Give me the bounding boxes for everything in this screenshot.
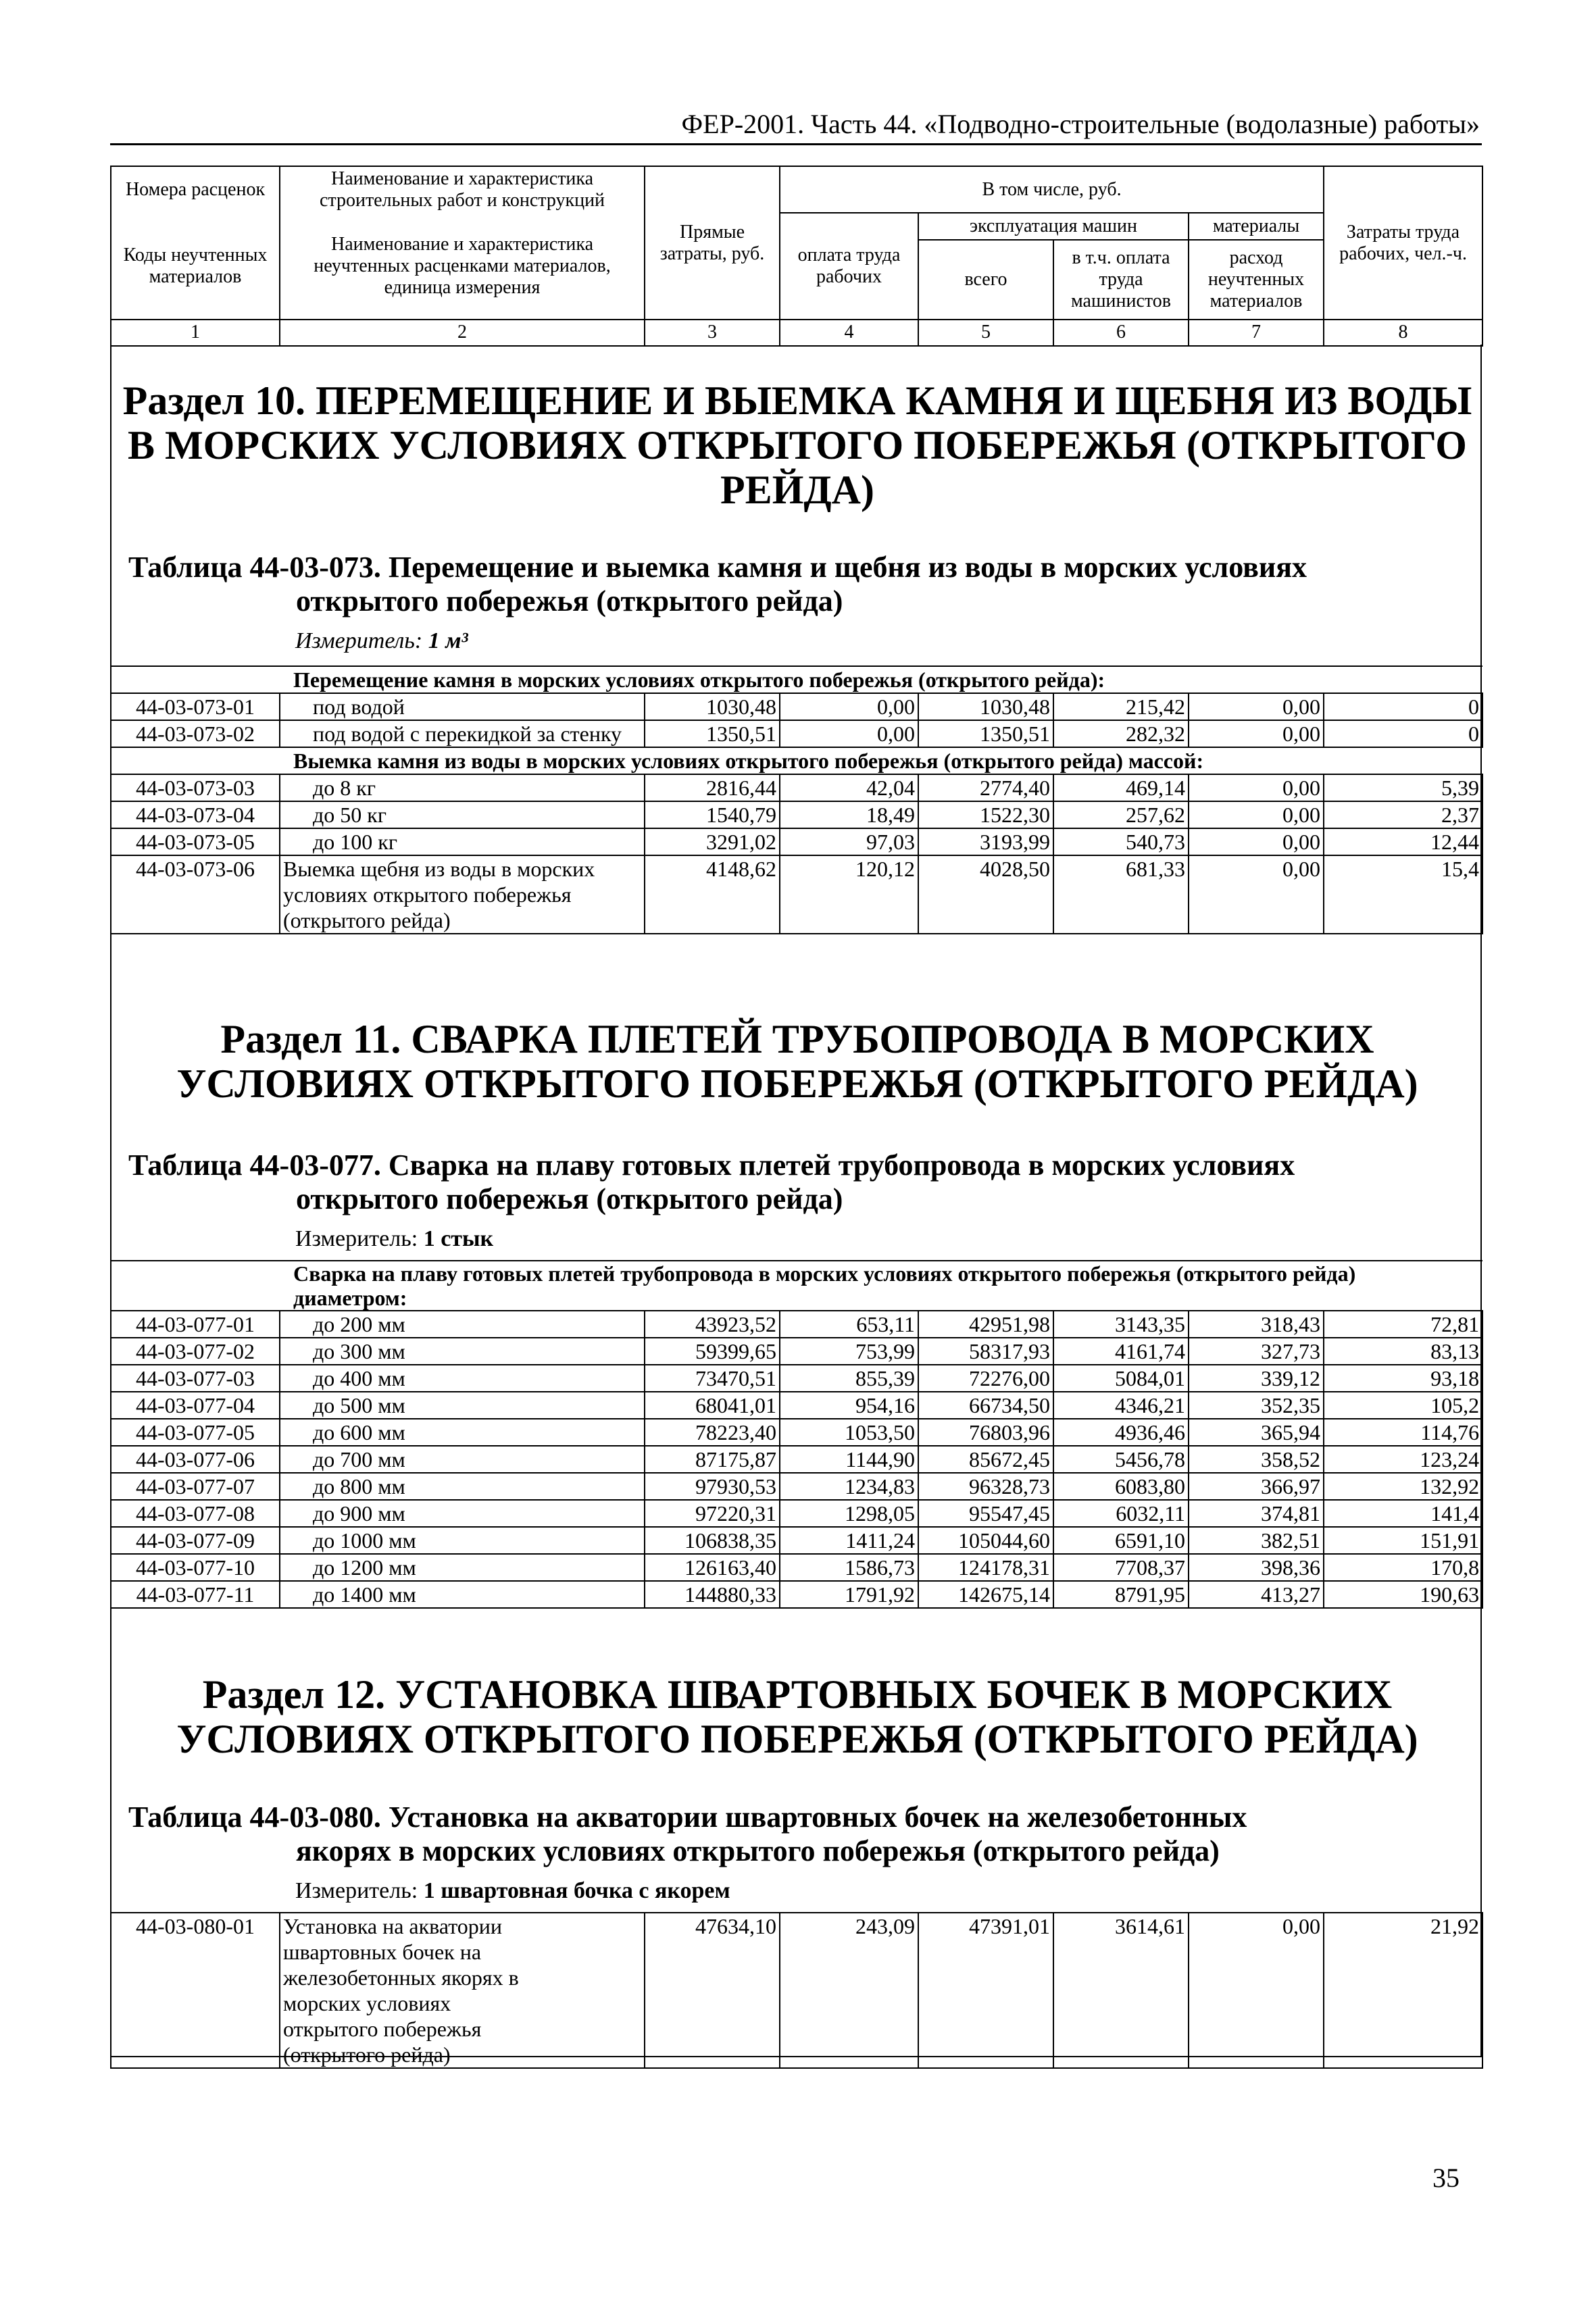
table-cell: 141,4 [1324,1500,1482,1527]
table-cell: 190,63 [1324,1581,1482,1608]
table-cell: до 700 мм [280,1446,645,1473]
table-cell: до 1400 мм [280,1581,645,1608]
table-cell: 855,39 [780,1365,918,1392]
table-073-meter [295,628,468,654]
table-cell: 105044,60 [918,1527,1053,1554]
table-row [111,1527,1482,1554]
table-cell: 144880,33 [645,1581,780,1608]
table-077-title [0,1149,1295,1216]
table-cell: 358,52 [1189,1446,1324,1473]
table-row [111,1500,1482,1527]
table-cell: 73470,51 [645,1365,780,1392]
table-row [111,1419,1482,1446]
header-machines-total: всего [918,240,1053,320]
table-080-title-line2: якорях в морских условиях открытого побережья (открытого рейда) [296,1834,1220,1867]
table-077-meter [295,1226,493,1252]
table-cell: 753,99 [780,1338,918,1365]
col-num-6: 6 [1053,320,1189,345]
meter-value: 1 швартовная бочка с якорем [423,1878,730,1903]
section-10-title: Раздел 10. ПЕРЕМЕЩЕНИЕ И ВЫЕМКА КАМНЯ И ЩЕБНЯ ИЗ ВОДЫ В МОРСКИХ УСЛОВИЯХ ОТКРЫТОГО ПОБЕРЕЖЬЯ (ОТКРЫТОГО РЕЙДА) [122,378,1472,512]
col-num-2: 2 [280,320,645,345]
table-row: 44-03-073-06 Выемка щебня из воды в морских условиях открытого побережья (открытого рейда) 4148,62 120,12 4028,50 681,33 0,00 15,4 [111,855,1482,934]
table-cell: 44-03-077-04 [111,1392,280,1419]
table-080-title [0,1801,1247,1868]
table-cell: 1791,92 [780,1581,918,1608]
table-cell: 42951,98 [918,1311,1053,1338]
table-cell: 85672,45 [918,1446,1053,1473]
meter-label: Измеритель: [295,628,423,653]
table-cell: 72,81 [1324,1311,1482,1338]
table-cell: 653,11 [780,1311,918,1338]
table-cell: 318,43 [1189,1311,1324,1338]
table-row [111,1392,1482,1419]
table-077-body [111,1311,1482,1608]
table-cell: 8791,95 [1053,1581,1189,1608]
table-cell: 97220,31 [645,1500,780,1527]
header-machinists-wages: в т.ч. оплата труда машинистов [1053,240,1189,320]
col-num-5: 5 [918,320,1053,345]
col-num-8: 8 [1324,320,1482,345]
table-cell: 44-03-077-08 [111,1500,280,1527]
table-073-group-1: Перемещение камня в морских условиях открытого побережья (открытого рейда): [111,666,1482,693]
table-cell: 124178,31 [918,1554,1053,1581]
table-cell: 44-03-077-06 [111,1446,280,1473]
table-cell: 1053,50 [780,1419,918,1446]
table-cell: 44-03-077-05 [111,1419,280,1446]
table-row: 44-03-073-01 под водой 1030,48 0,00 1030,48 215,42 0,00 0 [111,693,1482,720]
meter-label: Измеритель: [295,1226,418,1251]
table-row: 44-03-073-04 до 50 кг 1540,79 18,49 1522,30 257,62 0,00 2,37 [111,801,1482,828]
table-cell: 44-03-077-09 [111,1527,280,1554]
table-cell: 365,94 [1189,1419,1324,1446]
table-cell: 105,2 [1324,1392,1482,1419]
table-cell: 374,81 [1189,1500,1324,1527]
col-num-7: 7 [1189,320,1324,345]
table-cell: 954,16 [780,1392,918,1419]
table-cell: 352,35 [1189,1392,1324,1419]
table-cell: до 300 мм [280,1338,645,1365]
table-073-title-line1: Таблица 44-03-073. Перемещение и выемка камня и щебня из воды в морских условиях [128,551,1307,584]
table-cell: 4936,46 [1053,1419,1189,1446]
table-073-title [0,551,1307,618]
table-073 [110,665,1483,934]
header-materials: материалы [1189,213,1324,240]
table-row: 44-03-073-02 под водой с перекидкой за стенку 1350,51 0,00 1350,51 282,32 0,00 0 [111,720,1482,747]
table-cell: 4346,21 [1053,1392,1189,1419]
table-row [111,1581,1482,1608]
table-row [111,1446,1482,1473]
header-codes: Номера расценок [111,166,280,213]
header-name-b: Наименование и характеристика неучтенных расценками материалов, единица измерения [280,213,645,320]
table-cell: до 200 мм [280,1311,645,1338]
table-cell: 78223,40 [645,1419,780,1446]
table-row [111,1311,1482,1338]
table-077-title-line2: открытого побережья (открытого рейда) [296,1182,843,1215]
meter-value: 1 м³ [428,628,468,653]
table-cell: 6032,11 [1053,1500,1189,1527]
table-cell: до 600 мм [280,1419,645,1446]
table-cell: 382,51 [1189,1527,1324,1554]
table-cell: до 800 мм [280,1473,645,1500]
table-cell: до 1000 мм [280,1527,645,1554]
table-cell: 5456,78 [1053,1446,1189,1473]
table-cell: 95547,45 [918,1500,1053,1527]
table-cell: 76803,96 [918,1419,1053,1446]
header-codes-b: Коды неучтенных материалов [111,213,280,320]
table-cell: 66734,50 [918,1392,1053,1419]
table-cell: 1234,83 [780,1473,918,1500]
table-cell: 1411,24 [780,1527,918,1554]
table-row [111,1365,1482,1392]
table-cell: 44-03-077-01 [111,1311,280,1338]
table-cell: 7708,37 [1053,1554,1189,1581]
table-row: 44-03-073-03 до 8 кг 2816,44 42,04 2774,40 469,14 0,00 5,39 [111,774,1482,801]
header-direct-costs: Прямые затраты, руб. [645,166,780,320]
page-number: 35 [1432,2163,1460,2193]
table-cell: 142675,14 [918,1581,1053,1608]
section-11-title: Раздел 11. СВАРКА ПЛЕТЕЙ ТРУБОПРОВОДА В МОРСКИХ УСЛОВИЯХ ОТКРЫТОГО ПОБЕРЕЖЬЯ (ОТКРЫТОГО РЕЙДА) [176,1017,1418,1106]
table-cell: 1586,73 [780,1554,918,1581]
section-12-title: Раздел 12. УСТАНОВКА ШВАРТОВНЫХ БОЧЕК В МОРСКИХ УСЛОВИЯХ ОТКРЫТОГО ПОБЕРЕЖЬЯ (ОТКРЫТОГО РЕЙДА) [176,1672,1418,1761]
header-machines: эксплуатация машин [918,213,1189,240]
table-cell: 6591,10 [1053,1527,1189,1554]
table-077-title-line1: Таблица 44-03-077. Сварка на плаву готовых плетей трубопровода в морских условиях [128,1149,1295,1182]
table-cell: 59399,65 [645,1338,780,1365]
table-cell: 87175,87 [645,1446,780,1473]
table-cell: 106838,35 [645,1527,780,1554]
meter-label: Измеритель: [295,1878,418,1903]
table-row: 44-03-073-05 до 100 кг 3291,02 97,03 3193,99 540,73 0,00 12,44 [111,828,1482,855]
meter-value: 1 стык [423,1226,494,1251]
running-header: ФЕР-2001. Часть 44. «Подводно-строительные (водолазные) работы» [681,109,1480,139]
col-num-1: 1 [111,320,280,345]
table-cell: 44-03-077-03 [111,1365,280,1392]
table-row [111,1473,1482,1500]
table-073-title-line2: открытого побережья (открытого рейда) [296,584,843,618]
table-row [111,1338,1482,1365]
table-cell: 327,73 [1189,1338,1324,1365]
table-cell: 44-03-077-02 [111,1338,280,1365]
table-cell: 4161,74 [1053,1338,1189,1365]
table-cell: 339,12 [1189,1365,1324,1392]
header-unaccounted-materials: расход неучтенных материалов [1189,240,1324,320]
column-header-table [110,166,1483,347]
table-cell: до 900 мм [280,1500,645,1527]
table-cell: 5084,01 [1053,1365,1189,1392]
table-080-meter [295,1878,730,1904]
table-row: 44-03-080-01 Установка на акватории швартовных бочек на железобетонных якорях в морских условиях открытого побережья (открытого рейда) 47634,10 243,09 47391,01 3614,61 0,00 21,92 [111,1913,1482,2068]
table-cell: 398,36 [1189,1554,1324,1581]
table-cell: 151,91 [1324,1527,1482,1554]
table-cell: 72276,00 [918,1365,1053,1392]
header-wages: оплата труда рабочих [780,213,918,320]
table-077-group: Сварка на плаву готовых плетей трубопровода в морских условиях открытого побережья (открытого рейда) диаметром: [111,1261,1482,1311]
header-labor: Затраты труда рабочих, чел.-ч. [1324,166,1482,320]
table-cell: 97930,53 [645,1473,780,1500]
table-077 [110,1260,1483,1609]
table-cell: 1298,05 [780,1500,918,1527]
header-name: Наименование и характеристика строительных работ и конструкций [280,166,645,213]
table-073-group-2: Выемка камня из воды в морских условиях открытого побережья (открытого рейда) массой: [111,747,1482,774]
table-cell: 366,97 [1189,1473,1324,1500]
table-cell: до 500 мм [280,1392,645,1419]
table-row [111,1554,1482,1581]
table-cell: 114,76 [1324,1419,1482,1446]
col-num-4: 4 [780,320,918,345]
table-cell: 1144,90 [780,1446,918,1473]
table-cell: 3143,35 [1053,1311,1189,1338]
col-num-3: 3 [645,320,780,345]
table-cell: 6083,80 [1053,1473,1189,1500]
table-cell: до 400 мм [280,1365,645,1392]
table-cell: 132,92 [1324,1473,1482,1500]
table-cell: 44-03-077-11 [111,1581,280,1608]
table-cell: 83,13 [1324,1338,1482,1365]
table-cell: 44-03-077-07 [111,1473,280,1500]
table-cell: 44-03-077-10 [111,1554,280,1581]
table-cell: 413,27 [1189,1581,1324,1608]
table-cell: 126163,40 [645,1554,780,1581]
table-cell: 43923,52 [645,1311,780,1338]
table-cell: 170,8 [1324,1554,1482,1581]
table-cell: 68041,01 [645,1392,780,1419]
header-including: В том числе, руб. [780,166,1324,213]
table-080-title-line1: Таблица 44-03-080. Установка на акватории швартовных бочек на железобетонных [128,1801,1247,1834]
table-080 [110,1912,1483,2069]
table-cell: 93,18 [1324,1365,1482,1392]
header-rule [110,143,1482,145]
table-cell: 58317,93 [918,1338,1053,1365]
table-cell: 96328,73 [918,1473,1053,1500]
table-cell: до 1200 мм [280,1554,645,1581]
table-cell: 123,24 [1324,1446,1482,1473]
